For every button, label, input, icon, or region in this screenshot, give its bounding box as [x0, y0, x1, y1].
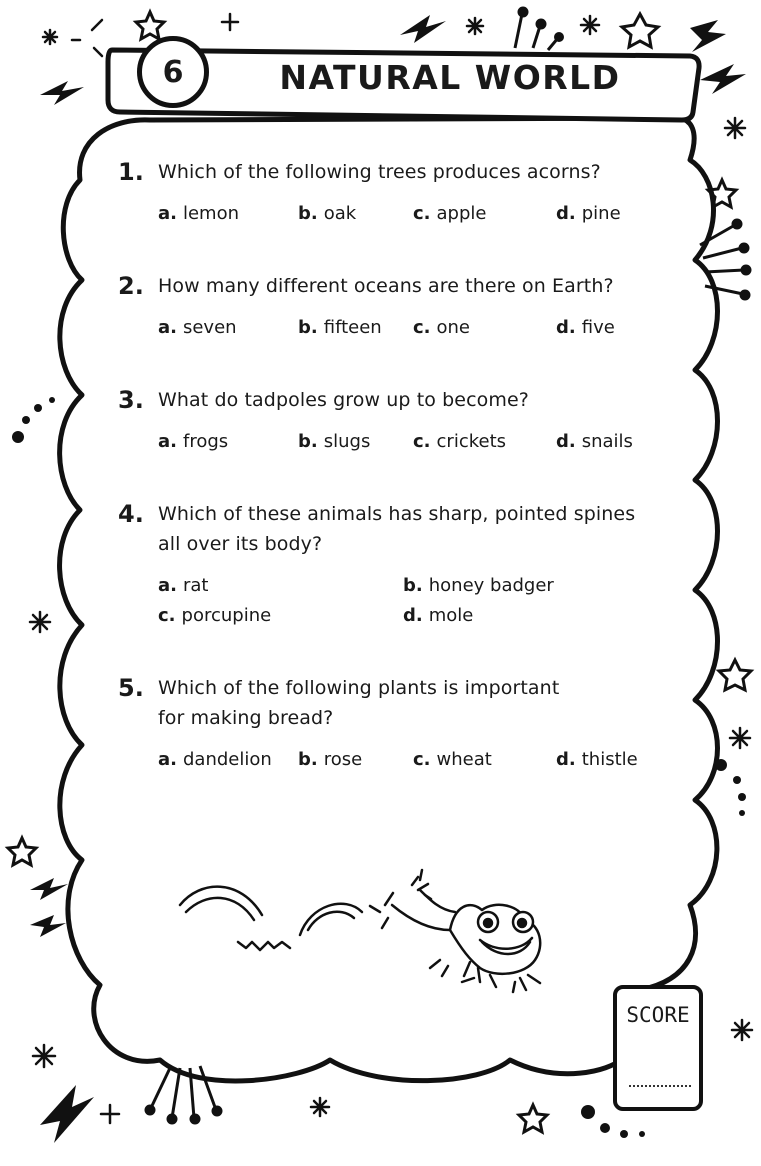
answer-option-c[interactable]: c. apple: [413, 203, 487, 224]
answer-option-c[interactable]: c. porcupine: [158, 605, 272, 626]
question-text-line: Which of the following plants is important: [158, 677, 560, 699]
question-text: Which of the following trees produces acorns?: [158, 161, 601, 183]
question-number: 2.: [118, 272, 144, 300]
answer-option-b[interactable]: b. rose: [298, 749, 363, 770]
answer-option-c[interactable]: c. one: [413, 317, 471, 338]
page-title: NATURAL WORLD: [279, 58, 621, 97]
answer-option-d[interactable]: d. snails: [556, 431, 633, 452]
answer-option-b[interactable]: b. fifteen: [298, 317, 382, 338]
score-label: SCORE: [626, 1003, 690, 1027]
score-entry-line[interactable]: [629, 1085, 691, 1087]
chapter-number: 6: [162, 54, 184, 90]
answer-option-b[interactable]: b. honey badger: [403, 575, 554, 596]
question-text-line: Which of these animals has sharp, pointed spines: [158, 503, 636, 525]
answer-option-d[interactable]: d. pine: [556, 203, 621, 224]
answer-option-c[interactable]: c. crickets: [413, 431, 507, 452]
chapter-number-badge: [137, 36, 209, 108]
answer-option-a[interactable]: a. seven: [158, 317, 237, 338]
question-2: [118, 271, 678, 343]
question-text-line: all over its body?: [158, 533, 323, 555]
answer-option-a[interactable]: a. frogs: [158, 431, 229, 452]
question-number: 5.: [118, 674, 144, 702]
answer-option-d[interactable]: d. five: [556, 317, 615, 338]
answer-option-d[interactable]: d. mole: [403, 605, 474, 626]
answer-option-a[interactable]: a. dandelion: [158, 749, 272, 770]
question-number: 3.: [118, 386, 144, 414]
question-1: [118, 157, 678, 229]
answer-option-a[interactable]: a. rat: [158, 575, 209, 596]
question-3: [118, 385, 678, 457]
question-text: [158, 673, 559, 733]
question-number: 4.: [118, 500, 144, 528]
question-text: [158, 499, 635, 559]
answer-option-d[interactable]: d. thistle: [556, 749, 638, 770]
question-text: How many different oceans are there on Earth?: [158, 275, 614, 297]
question-5: [118, 673, 678, 775]
answer-option-c[interactable]: c. wheat: [413, 749, 492, 770]
answer-option-a[interactable]: a. lemon: [158, 203, 240, 224]
question-text-line: for making bread?: [158, 707, 334, 729]
answer-option-b[interactable]: b. oak: [298, 203, 357, 224]
question-4: [118, 499, 678, 631]
question-number: 1.: [118, 158, 144, 186]
question-text: What do tadpoles grow up to become?: [158, 389, 529, 411]
answer-option-b[interactable]: b. slugs: [298, 431, 371, 452]
score-box: [613, 985, 703, 1111]
